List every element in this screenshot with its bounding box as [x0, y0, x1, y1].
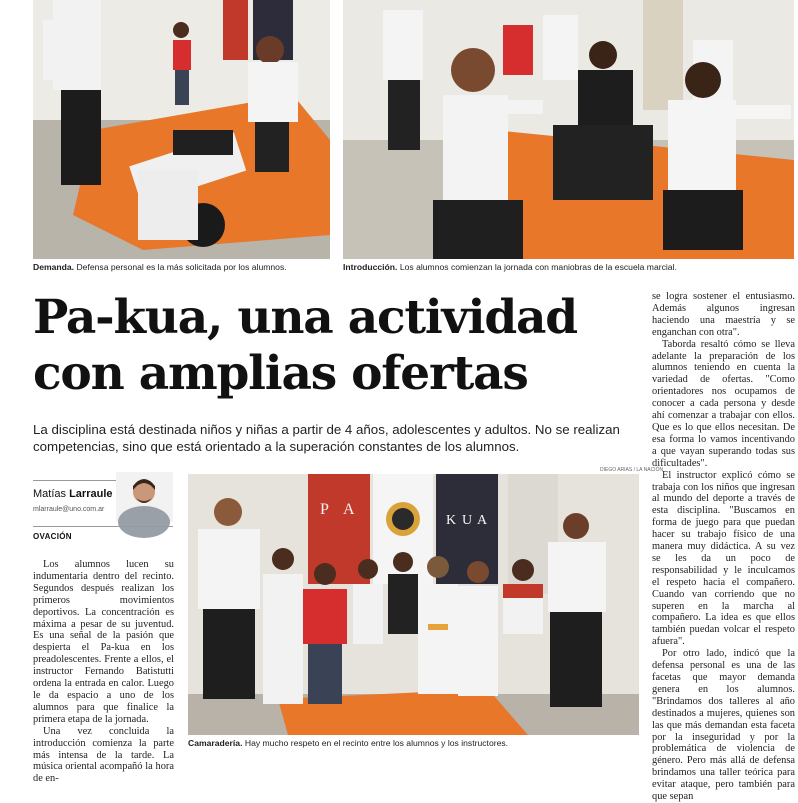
- banner-letter: U: [462, 513, 473, 528]
- banner-letter: A: [343, 501, 355, 518]
- photo-self-defense: [33, 0, 330, 259]
- caption-top-right: Introducción. Los alumnos comienzan la jornada con maniobras de la escuela marcial.: [343, 262, 677, 272]
- author-email: mlarraule@uno.com.ar: [33, 506, 105, 513]
- section-rule: [33, 526, 173, 527]
- caption-bottom: Camaradería. Hay mucho respeto en el recinto entre los alumnos y los instructores.: [188, 738, 509, 748]
- paragraph: Por otro lado, indicó que la defensa personal es una de las facetas que mayor demanda genera en los alumnos. "Brindamos dos talleres al año destinados a mujeres, quienes son las que más demandan esta faceta por la inseguridad y por la problemática de violencia de género. Pero más allá de defensa brindamos una taller teórica para evitar ataque, pero también para que sepan: [652, 648, 795, 803]
- author-photo: [116, 472, 173, 522]
- banner-letter: K: [446, 513, 457, 528]
- article-headline: [33, 290, 633, 402]
- paragraph: se logra sostener el entusiasmo. Además algunos ingresan haciendo una maestría y se enganchan con otra".: [652, 291, 795, 338]
- paragraph: El instructor explicó cómo se trabaja con los niños que ingresan al mundo del deporte a través de esta disciplina. "Buscamos en forma de juego para que puedan hacer su trabajo físico de una manera muy didáctica. A su vez se les da un poco de responsabilidad y le inculcamos el respeto hacia el compañero. Cuando van corriendo que no superen en la marcha al compañero. La idea es que ellos también puedan volcar el respeto afuera".: [652, 469, 795, 648]
- paragraph: Los alumnos lucen su indumentaria dentro del recinto. Segundos después realizan los primeros movimientos deportivos. La concentración es máxima a pesar de su juventud. Es una señal de la pasión que despierta el Pa-kua en los preadolescentes. Frente a ellos, el instructor Fernando Batistutti ordena la entrada en calor. Luego le da espacio a uno de los alumnos para que finalice la primera etapa de la jornada.: [33, 559, 174, 725]
- headline-line-1: Pa-kua, una actividad: [33, 290, 577, 345]
- paragraph: Taborda resaltó cómo se lleva adelante la preparación de los alumnos teniendo en cuenta la variedad de ofertas. "Como orientadores nos ocupamos de conocer a cada persona y desde ahí comenzar a trabajar con ellos. Que es lo que ellos necesitan. De esa forma lo vamos incentivando a que vayan superando todas sus dificultades".: [652, 338, 795, 469]
- photo-group: [188, 474, 639, 735]
- article-column-1: [33, 559, 174, 785]
- paragraph: Una vez concluida la introducción comienza la parte más intensa de la tarde. La música oriental acompañó la hora de en-: [33, 725, 174, 785]
- article-lead: La disciplina está destinada niños y niñas a partir de 4 años, adolescentes y adultos. No se realizan competencias, sino que está orientado a la superación constantes de los alumnos.: [33, 422, 620, 454]
- photo-introduction: [343, 0, 794, 259]
- article-column-2: [652, 291, 795, 803]
- banner-letter: A: [477, 513, 488, 528]
- section-label: OVACIÓN: [33, 532, 72, 541]
- banner-letter: P: [320, 501, 329, 518]
- caption-top-left: Demanda. Defensa personal es la más solicitada por los alumnos.: [33, 262, 287, 272]
- author-name: Matías Larraule: [33, 488, 113, 500]
- photo-credit: DIEGO ARIAS / LA NACIÓN: [600, 467, 664, 473]
- headline-line-2: con amplias ofertas: [33, 346, 528, 401]
